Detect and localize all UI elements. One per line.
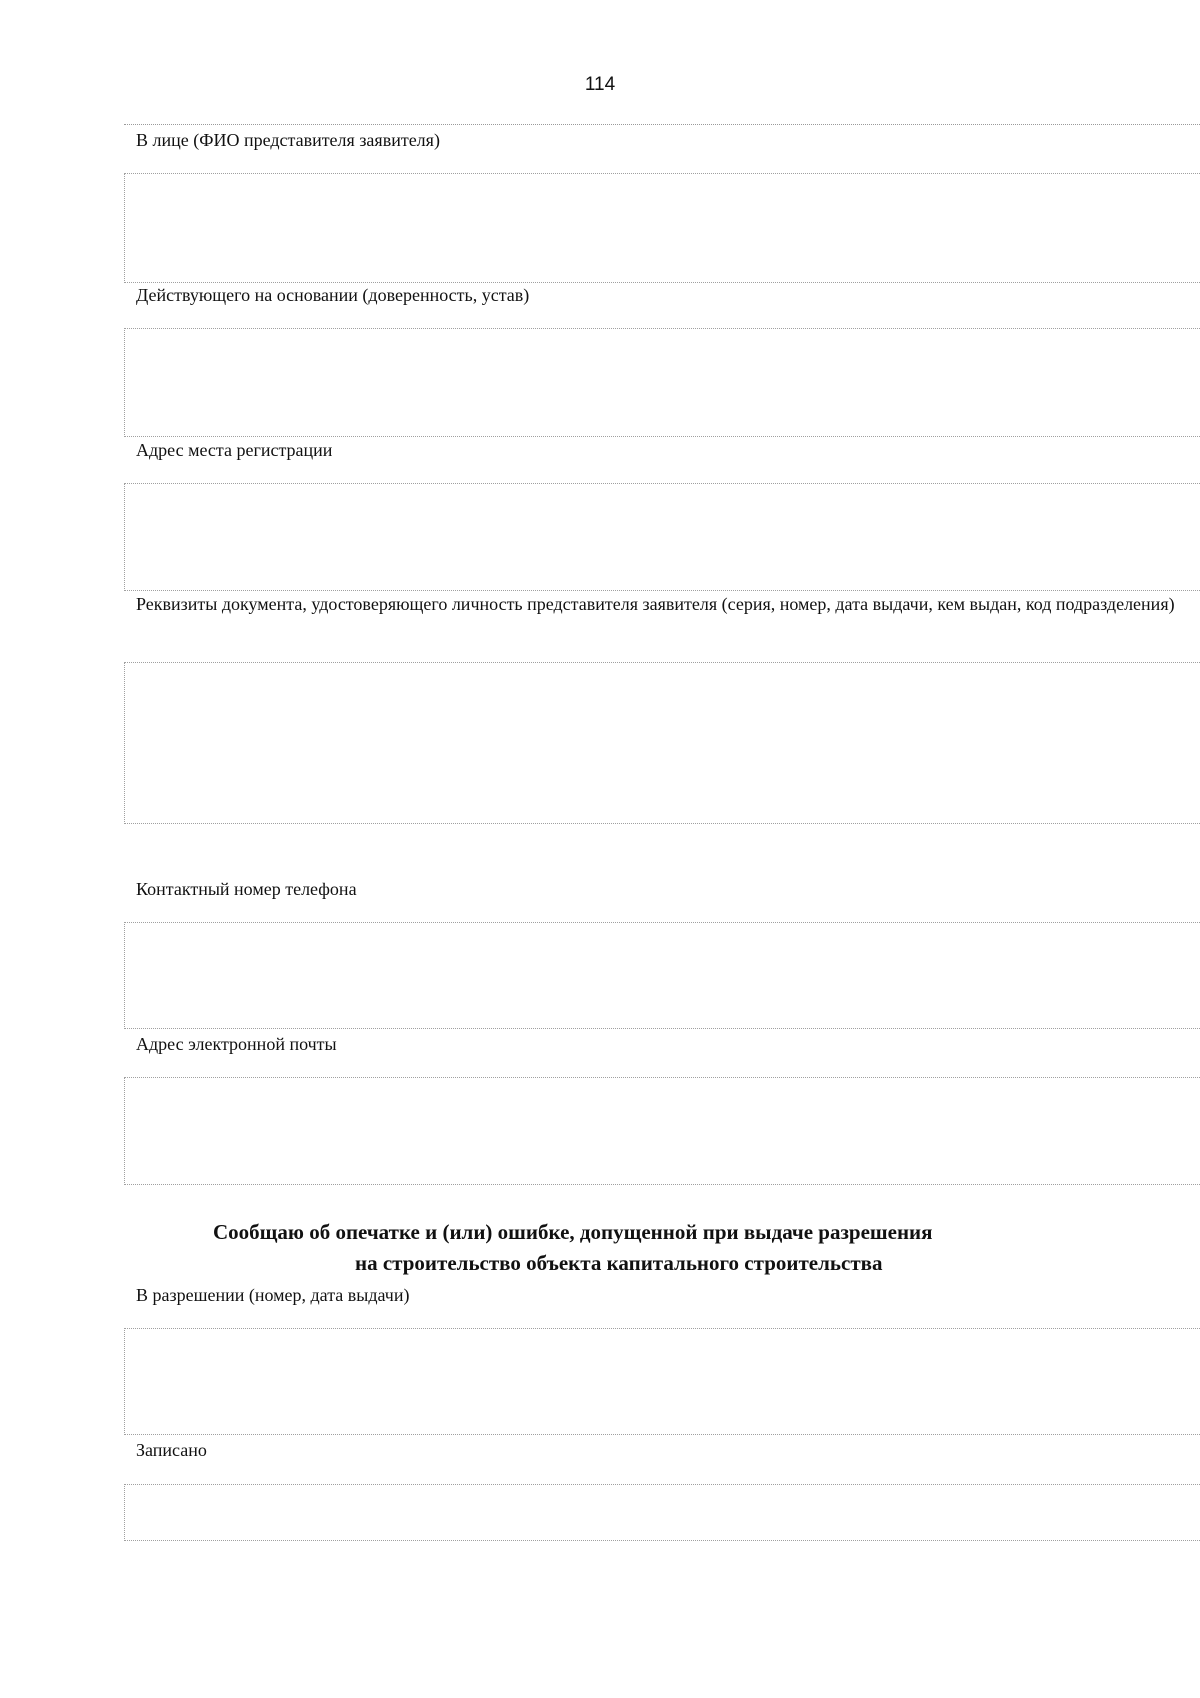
section-heading-line-1: Сообщаю об опечатке и (или) ошибке, допущенной при выдаче разрешения	[213, 1220, 933, 1244]
representative-name-field[interactable]	[124, 173, 1200, 283]
representative-name-label: В лице (ФИО представителя заявителя)	[136, 130, 440, 150]
identity-document-label: Реквизиты документа, удостоверяющего личность представителя заявителя (серия, номер, дата выдачи, кем выдан, код подразделения)	[136, 594, 1175, 614]
permit-field[interactable]	[124, 1328, 1200, 1435]
phone-label: Контактный номер телефона	[136, 879, 357, 899]
section-heading-line-2: на строительство объекта капитального строительства	[355, 1251, 883, 1275]
top-rule	[124, 124, 1200, 125]
acting-basis-field[interactable]	[124, 328, 1200, 437]
recorded-label: Записано	[136, 1440, 207, 1460]
phone-field[interactable]	[124, 922, 1200, 1029]
page-number: 114	[584, 74, 616, 95]
registration-address-label: Адрес места регистрации	[136, 440, 333, 460]
registration-address-field[interactable]	[124, 483, 1200, 591]
identity-document-field[interactable]	[124, 662, 1200, 824]
recorded-field[interactable]	[124, 1484, 1200, 1541]
permit-label: В разрешении (номер, дата выдачи)	[136, 1285, 410, 1305]
email-label: Адрес электронной почты	[136, 1034, 337, 1054]
email-field[interactable]	[124, 1077, 1200, 1185]
acting-basis-label: Действующего на основании (доверенность, устав)	[136, 285, 530, 305]
